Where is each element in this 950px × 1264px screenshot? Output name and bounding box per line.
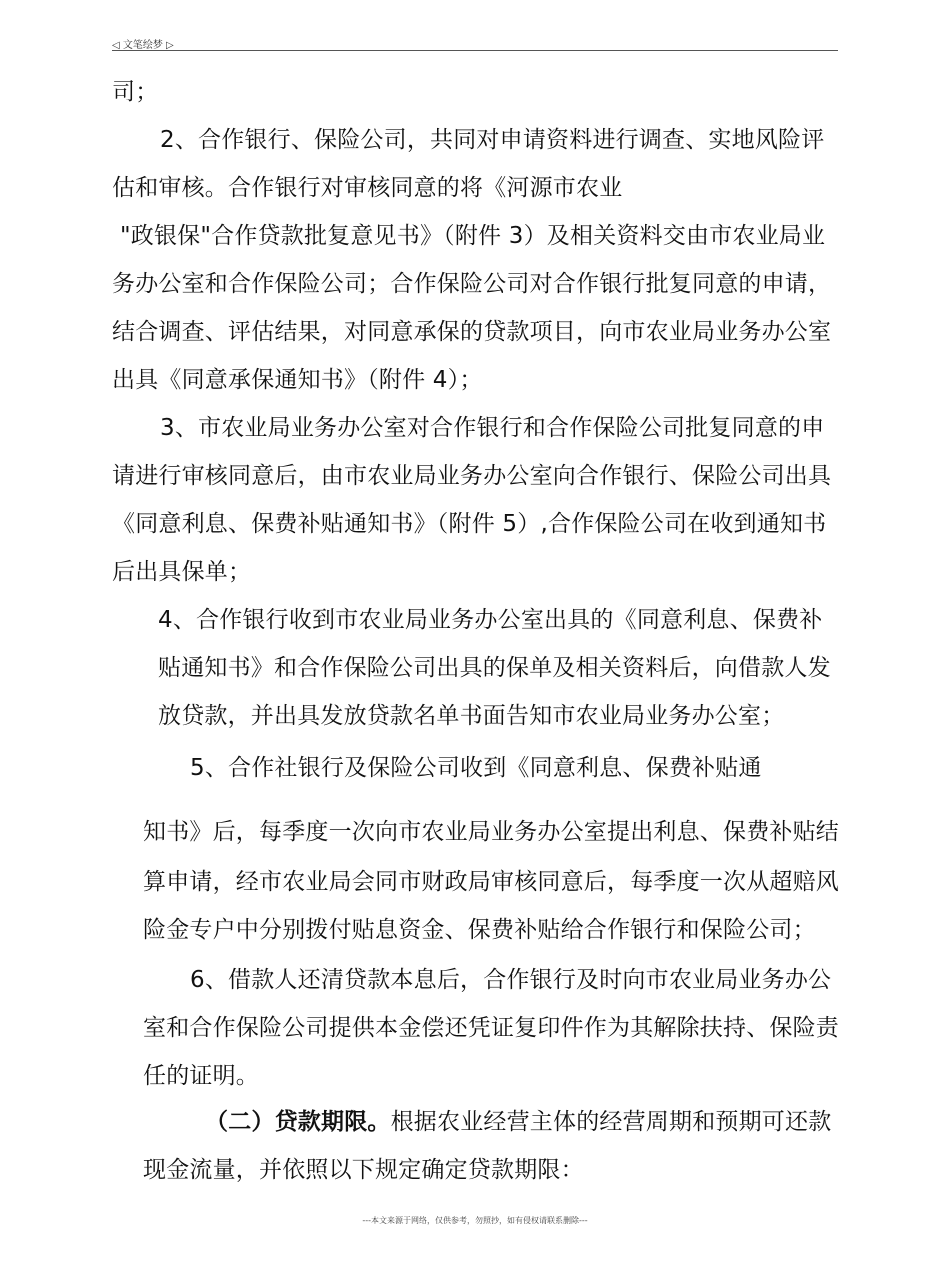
body-line-14: 放贷款，并出具发放贷款名单书面告知市农业局业务办公室；: [158, 703, 785, 729]
section-heading-line: [205, 1107, 831, 1137]
body-line-1: 司；: [112, 79, 159, 105]
body-line-17: 算申请，经市农业局会同市财政局审核同意后，每季度一次从超赔风: [143, 869, 839, 895]
body-line-13: 贴通知书》和合作保险公司出具的保单及相关资料后，向借款人发: [158, 655, 831, 681]
header-logo-mark: ◁ 文笔绘梦 ▷: [112, 40, 174, 51]
body-line-6: 结合调查、评估结果，对同意承保的贷款项目，向市农业局业务办公室: [112, 319, 832, 345]
body-line-8: 3、市农业局业务办公室对合作银行和合作保险公司批复同意的申: [160, 415, 825, 441]
body-line-18: 险金专户中分别拨付贴息资金、保费补贴给合作银行和保险公司；: [143, 917, 816, 943]
body-line-5: 务办公室和合作保险公司；合作保险公司对合作银行批复同意的申请，: [112, 271, 832, 297]
section-text: 根据农业经营主体的经营周期和预期可还款: [390, 1109, 832, 1135]
body-line-15: 5、合作社银行及保险公司收到《同意利息、保费补贴通: [190, 755, 762, 781]
body-line-7: 出具《同意承保通知书》（附件 4）；: [112, 367, 483, 393]
body-line-4: "政银保"合作贷款批复意见书》（附件 3）及相关资料交由市农业局业: [120, 223, 826, 249]
section-heading: （二）贷款期限。: [205, 1109, 391, 1135]
body-line-3: 估和审核。合作银行对审核同意的将《河源市农业: [112, 175, 623, 201]
body-line-12: 4、合作银行收到市农业局业务办公室出具的《同意利息、保费补: [158, 607, 823, 633]
body-line-20: 室和合作保险公司提供本金偿还凭证复印件作为其解除扶持、保险责: [143, 1015, 839, 1041]
body-line-21: 任的证明。: [143, 1063, 259, 1089]
page-header: [112, 30, 838, 51]
body-line-2: 2、合作银行、保险公司，共同对申请资料进行调查、实地风险评: [160, 127, 825, 153]
body-line-9: 请进行审核同意后，由市农业局业务办公室向合作银行、保险公司出具: [112, 463, 832, 489]
body-line-11: 后出具保单；: [112, 559, 252, 585]
page-footer: ---本文来源于网络，仅供参考，勿照抄，如有侵权请联系删除---: [362, 1216, 588, 1225]
body-line-19: 6、借款人还清贷款本息后，合作银行及时向市农业局业务办公: [190, 967, 832, 993]
body-line-10: 《同意利息、保费补贴通知书》（附件 5）,合作保险公司在收到通知书: [112, 511, 827, 537]
section-continuation: 现金流量，并依照以下规定确定贷款期限：: [143, 1157, 584, 1183]
body-line-16: 知书》后，每季度一次向市农业局业务办公室提出利息、保费补贴结: [143, 819, 839, 845]
